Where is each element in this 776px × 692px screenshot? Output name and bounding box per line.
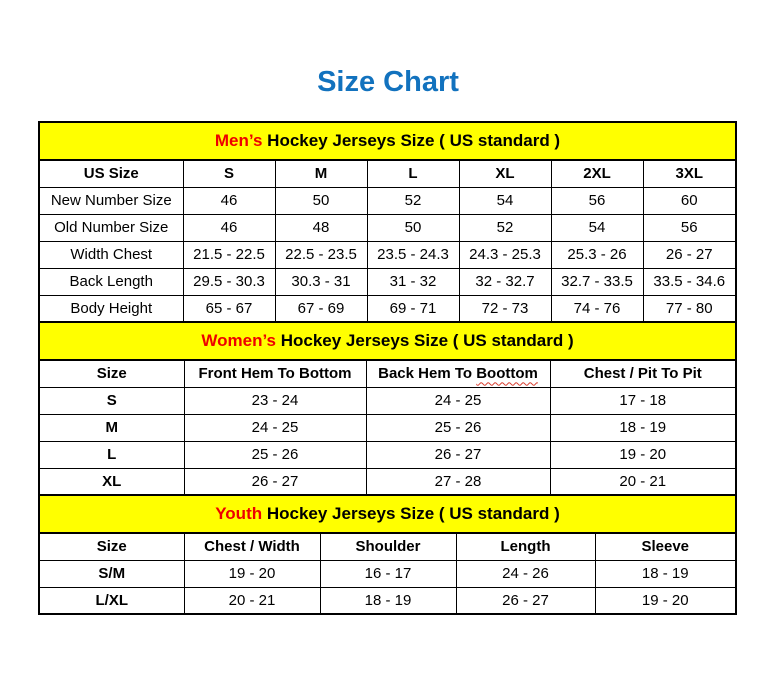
- value-cell: 50: [275, 187, 367, 214]
- value-cell: 24 - 25: [366, 387, 550, 414]
- value-cell: 18 - 19: [550, 414, 736, 441]
- value-cell: 16 - 17: [320, 560, 456, 587]
- value-cell: 17 - 18: [550, 387, 736, 414]
- value-cell: 20 - 21: [184, 587, 320, 614]
- row-label: M: [39, 414, 184, 441]
- row-label: S/M: [39, 560, 184, 587]
- column-header: 3XL: [643, 160, 736, 187]
- column-header: Shoulder: [320, 533, 456, 560]
- table-row: [39, 414, 736, 441]
- value-cell: 26 - 27: [643, 241, 736, 268]
- value-cell: 25 - 26: [184, 441, 366, 468]
- youth-section-header-row: [39, 495, 736, 533]
- value-cell: 56: [643, 214, 736, 241]
- value-cell: 19 - 20: [550, 441, 736, 468]
- value-cell: 69 - 71: [367, 295, 459, 322]
- youth-column-header-row: [39, 533, 736, 560]
- value-cell: 26 - 27: [366, 441, 550, 468]
- value-cell: 26 - 27: [456, 587, 595, 614]
- column-header: US Size: [39, 160, 183, 187]
- value-cell: 24 - 26: [456, 560, 595, 587]
- column-header: L: [367, 160, 459, 187]
- row-label: Width Chest: [39, 241, 183, 268]
- table-row: [39, 214, 736, 241]
- value-cell: 46: [183, 187, 275, 214]
- row-label: Body Height: [39, 295, 183, 322]
- youth-size-table: [38, 494, 737, 615]
- table-row: [39, 468, 736, 495]
- page-title: Size Chart: [317, 66, 459, 98]
- value-cell: 33.5 - 34.6: [643, 268, 736, 295]
- value-cell: 23.5 - 24.3: [367, 241, 459, 268]
- value-cell: 26 - 27: [184, 468, 366, 495]
- youth-section-title-rest: Hockey Jerseys Size ( US standard ): [266, 504, 560, 523]
- table-row: [39, 560, 736, 587]
- value-cell: 67 - 69: [275, 295, 367, 322]
- womens-size-table: [38, 321, 737, 496]
- value-cell: 52: [367, 187, 459, 214]
- column-header: XL: [459, 160, 551, 187]
- value-cell: 32 - 32.7: [459, 268, 551, 295]
- value-cell: 46: [183, 214, 275, 241]
- row-label: L: [39, 441, 184, 468]
- mens-section-title-rest: Hockey Jerseys Size ( US standard ): [267, 131, 561, 150]
- column-header-text: Back Hem To: [378, 365, 473, 383]
- table-row: [39, 187, 736, 214]
- womens-section-title-rest: Hockey Jerseys Size ( US standard ): [280, 331, 574, 350]
- column-header: Size: [39, 533, 184, 560]
- womens-section-highlight: Women’s: [201, 331, 276, 350]
- value-cell: 54: [551, 214, 643, 241]
- value-cell: 21.5 - 22.5: [183, 241, 275, 268]
- table-row: [39, 441, 736, 468]
- column-header: Sleeve: [595, 533, 736, 560]
- value-cell: 50: [367, 214, 459, 241]
- table-row: [39, 241, 736, 268]
- value-cell: 54: [459, 187, 551, 214]
- value-cell: 25 - 26: [366, 414, 550, 441]
- value-cell: 77 - 80: [643, 295, 736, 322]
- row-label: S: [39, 387, 184, 414]
- row-label: XL: [39, 468, 184, 495]
- value-cell: 19 - 20: [184, 560, 320, 587]
- row-label: L/XL: [39, 587, 184, 614]
- value-cell: 72 - 73: [459, 295, 551, 322]
- youth-section-header: [39, 495, 736, 533]
- mens-section-header-row: [39, 122, 736, 160]
- column-header: M: [275, 160, 367, 187]
- value-cell: 25.3 - 26: [551, 241, 643, 268]
- row-label: Old Number Size: [39, 214, 183, 241]
- column-header: [366, 360, 550, 387]
- mens-section-header: [39, 122, 736, 160]
- value-cell: 18 - 19: [595, 560, 736, 587]
- value-cell: 52: [459, 214, 551, 241]
- table-row: [39, 387, 736, 414]
- value-cell: 23 - 24: [184, 387, 366, 414]
- column-header: 2XL: [551, 160, 643, 187]
- misspelled-word: Boottom: [476, 365, 538, 383]
- table-row: [39, 268, 736, 295]
- womens-column-header-row: [39, 360, 736, 387]
- row-label: New Number Size: [39, 187, 183, 214]
- value-cell: 74 - 76: [551, 295, 643, 322]
- value-cell: 20 - 21: [550, 468, 736, 495]
- value-cell: 29.5 - 30.3: [183, 268, 275, 295]
- value-cell: 27 - 28: [366, 468, 550, 495]
- value-cell: 56: [551, 187, 643, 214]
- womens-section-header-row: [39, 322, 736, 360]
- value-cell: 30.3 - 31: [275, 268, 367, 295]
- value-cell: 31 - 32: [367, 268, 459, 295]
- value-cell: 60: [643, 187, 736, 214]
- womens-section-header: [39, 322, 736, 360]
- table-row: [39, 295, 736, 322]
- value-cell: 19 - 20: [595, 587, 736, 614]
- column-header: S: [183, 160, 275, 187]
- column-header: Front Hem To Bottom: [184, 360, 366, 387]
- value-cell: 24 - 25: [184, 414, 366, 441]
- column-header: Chest / Pit To Pit: [550, 360, 736, 387]
- column-header: Length: [456, 533, 595, 560]
- column-header: Size: [39, 360, 184, 387]
- mens-size-table: [38, 121, 737, 323]
- row-label: Back Length: [39, 268, 183, 295]
- value-cell: 65 - 67: [183, 295, 275, 322]
- table-row: [39, 587, 736, 614]
- value-cell: 22.5 - 23.5: [275, 241, 367, 268]
- value-cell: 32.7 - 33.5: [551, 268, 643, 295]
- size-chart: [38, 121, 735, 615]
- mens-section-highlight: Men’s: [214, 131, 263, 150]
- value-cell: 48: [275, 214, 367, 241]
- value-cell: 18 - 19: [320, 587, 456, 614]
- youth-section-highlight: Youth: [215, 504, 263, 523]
- column-header: Chest / Width: [184, 533, 320, 560]
- value-cell: 24.3 - 25.3: [459, 241, 551, 268]
- mens-column-header-row: [39, 160, 736, 187]
